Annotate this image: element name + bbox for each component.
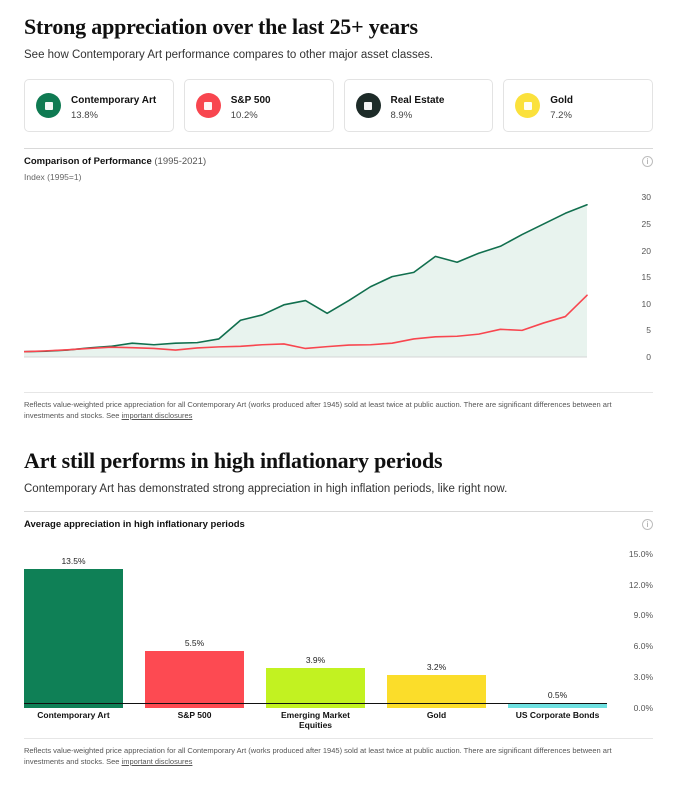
performance-chart-block [24, 148, 653, 422]
bar-column[interactable] [145, 540, 244, 708]
bar-category-label: S&P 500 [177, 709, 212, 720]
y-tick-label: 15.0% [628, 548, 653, 559]
asset-card-label: S&P 500 [230, 95, 271, 106]
chart-footnote [24, 392, 653, 422]
important-disclosures-link[interactable]: important disclosures [121, 410, 193, 420]
line-chart [24, 184, 653, 384]
bar-columns [24, 540, 607, 708]
page-title: Strong appreciation over the last 25+ years [24, 14, 418, 39]
asset-card-value: 8.9% [390, 110, 413, 121]
line-chart-y-axis [623, 184, 653, 384]
info-icon[interactable]: i [642, 156, 653, 167]
inflation-section [24, 448, 653, 768]
y-tick-label: 20 [641, 245, 651, 256]
asset-card-label: Gold [550, 95, 574, 106]
chart-header [24, 148, 653, 167]
bar-category-label: Gold [426, 709, 447, 720]
inflation-chart-block [24, 511, 653, 768]
bar-column[interactable] [508, 540, 607, 708]
bar-value-label: 3.9% [305, 654, 326, 665]
bar-chart-y-axis [609, 540, 653, 713]
bar-value-label: 3.2% [426, 661, 447, 672]
color-swatch-icon [196, 93, 221, 118]
color-swatch-icon [356, 93, 381, 118]
chart-title-text: Comparison of Performance [24, 156, 152, 167]
asset-card-label: Contemporary Art [71, 95, 157, 106]
footnote-text: Reflects value-weighted price appreciation for all Contemporary Art (works produced after 1945) sold at least twice at public auction. There are significant differences between art investments and stocks. See [24, 745, 612, 766]
section2-subtitle: Contemporary Art has demonstrated strong appreciation in high inflation periods, like right now. [24, 482, 508, 495]
y-tick-label: 15 [641, 272, 651, 283]
y-tick-label: 6.0% [633, 641, 653, 652]
asset-card-contemporary-art[interactable] [24, 79, 174, 132]
section2-title: Art still performs in high inflationary periods [24, 447, 443, 473]
bar-category-label: Contemporary Art [37, 709, 110, 720]
asset-card-gold[interactable] [503, 79, 653, 132]
asset-card-label: Real Estate [390, 95, 445, 106]
chart-footnote [24, 738, 653, 768]
bar-column[interactable] [24, 540, 123, 708]
bar-column[interactable] [266, 540, 365, 708]
important-disclosures-link[interactable]: important disclosures [121, 756, 193, 766]
chart-title [24, 156, 206, 167]
bar-category-labels [24, 703, 607, 730]
asset-cards [24, 79, 653, 132]
chart-title: Average appreciation in high inflationary periods [24, 518, 245, 530]
asset-card-value: 10.2% [230, 110, 258, 121]
y-tick-label: 9.0% [633, 610, 653, 621]
asset-card-sp500[interactable] [184, 79, 334, 132]
line-chart-svg [24, 184, 623, 379]
bar[interactable] [266, 668, 365, 708]
bar-value-label: 13.5% [61, 556, 86, 567]
chart-title-range: (1995-2021) [154, 156, 207, 167]
asset-card-value: 7.2% [550, 110, 572, 121]
y-tick-label: 12.0% [628, 579, 653, 590]
asset-card-real-estate[interactable] [344, 79, 494, 132]
color-swatch-icon [515, 93, 540, 118]
page-subtitle: See how Contemporary Art performance compares to other major asset classes. [24, 49, 434, 61]
y-tick-label: 25 [641, 218, 651, 229]
y-tick-label: 30 [641, 192, 651, 203]
info-icon[interactable]: i [642, 519, 653, 530]
y-tick-label: 0 [646, 352, 651, 362]
bar-category-label: US Corporate Bonds [515, 709, 600, 720]
color-swatch-icon [36, 93, 61, 118]
bar[interactable] [145, 651, 244, 707]
bar-column[interactable] [387, 540, 486, 708]
bar-chart [24, 540, 653, 730]
asset-card-value: 13.8% [71, 110, 98, 121]
y-axis-label: Index (1995=1) [24, 172, 82, 182]
y-tick-label: 0.0% [633, 702, 653, 713]
y-tick-label: 10 [641, 298, 651, 309]
bar[interactable] [24, 569, 123, 708]
footnote-text: Reflects value-weighted price appreciation for all Contemporary Art (works produced after 1945) sold at least twice at public auction. There are significant differences between art investments and stocks. See [24, 400, 612, 420]
chart-header [24, 511, 653, 530]
bar-category-label: Emerging Market Equities [281, 709, 350, 730]
bar-value-label: 5.5% [184, 638, 205, 649]
bar-value-label: 0.5% [547, 689, 568, 700]
y-tick-label: 5 [646, 325, 651, 336]
y-tick-label: 3.0% [633, 671, 653, 682]
